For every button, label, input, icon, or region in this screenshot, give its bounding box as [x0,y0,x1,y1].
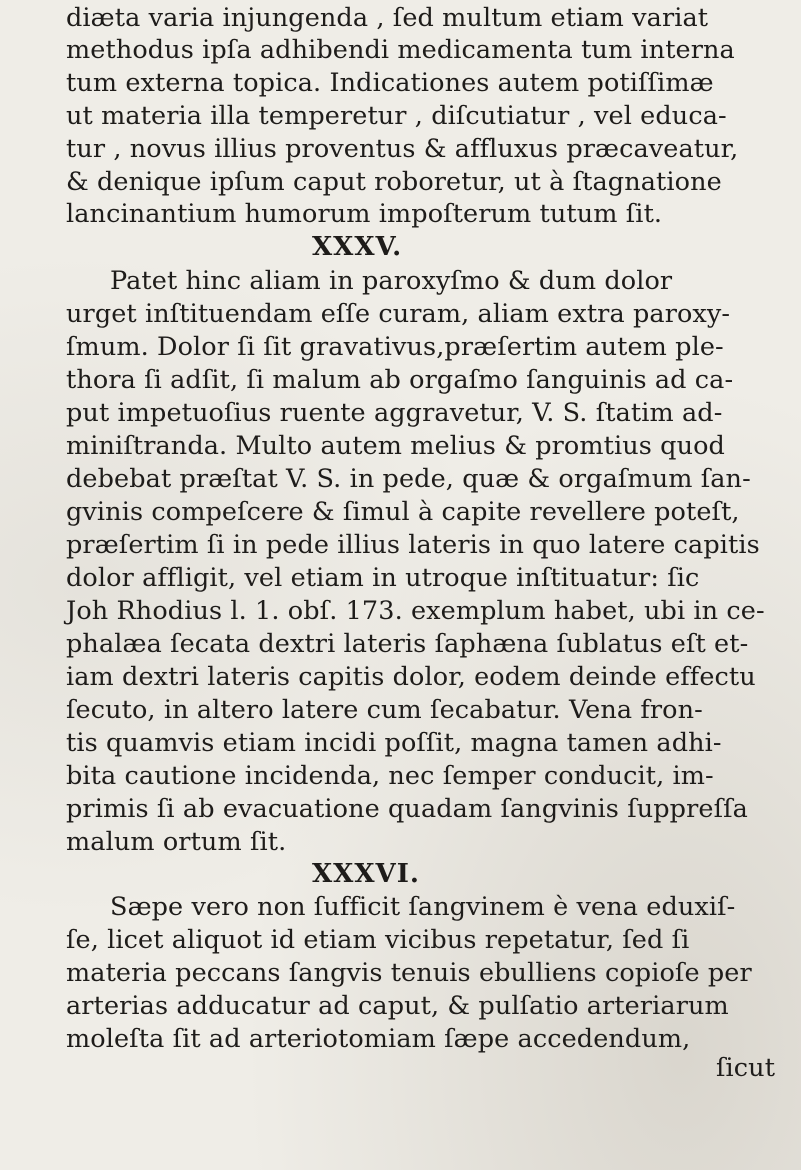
text-line: ut materia illa temperetur , diſcutiatur , vel educa- [66,101,727,131]
text-line: tum externa topica. Indicationes autem potiſſimæ [66,68,714,98]
text-line: præſertim ſi in pede illius lateris in quo latere capitis [66,530,760,560]
text-line: methodus ipſa adhibendi medicamenta tum interna [66,35,735,65]
text-line: moleſta ſit ad arteriotomiam ſæpe accedendum, [66,1024,691,1054]
text-line: urget inſtituendam eſſe curam, aliam extra paroxy- [66,299,731,329]
text-line: ſecuto, in altero latere cum ſecabatur. Vena fron- [66,695,703,725]
text-line: gvinis compeſcere & ſimul à capite revellere poteſt, [66,497,740,527]
text-line: miniſtranda. Multo autem melius & promtius quod [66,431,725,461]
text-line: thora ſi adſit, ſi malum ab orgaſmo ſanguinis ad ca- [66,365,734,395]
text-line: Patet hinc aliam in paroxyſmo & dum dolor [110,266,673,296]
catchword: ſicut [716,1053,776,1083]
text-line: tis quamvis etiam incidi poſſit, magna tamen adhi- [66,728,722,758]
text-line: put impetuoſius ruente aggravetur, V. S. ſtatim ad- [66,398,723,428]
text-line: lancinantium humorum impoſterum tutum ſit. [66,199,663,229]
text-line: ſmum. Dolor ſi ſit gravativus,præſertim autem ple- [66,332,724,362]
text-line: diæta varia injungenda , ſed multum etiam variat [66,3,709,33]
text-line: materia peccans ſangvis tenuis ebulliens copioſe per [66,958,752,988]
text-line: bita cautione incidenda, nec ſemper conducit, im- [66,761,714,791]
text-line: ſe, licet aliquot id etiam vicibus repetatur, ſed ſi [66,925,690,955]
text-line: tur , novus illius proventus & affluxus præcaveatur, [66,134,739,164]
section-heading-xxxvi: XXXVI. [312,859,420,889]
text-line: debebat præſtat V. S. in pede, quæ & orgaſmum ſan- [66,464,751,494]
text-line: & denique ipſum caput roboretur, ut à ſtagnatione [66,167,722,197]
text-line: arterias adducatur ad caput, & pulſatio arteriarum [66,991,729,1021]
text-line: phalæa ſecata dextri lateris ſaphæna ſublatus eſt et- [66,629,749,659]
text-line: malum ortum ſit. [66,827,287,857]
text-line: dolor affligit, vel etiam in utroque inſtituatur: ſic [66,563,700,593]
text-line: Joh Rhodius l. 1. obſ. 173. exemplum habet, ubi in ce- [66,596,765,626]
text-line: primis ſi ab evacuatione quadam ſangvinis ſuppreſſa [66,794,748,824]
section-heading-xxxv: XXXV. [312,232,403,262]
text-line: iam dextri lateris capitis dolor, eodem deinde effectu [66,662,756,692]
text-line: Sæpe vero non ſufficit ſangvinem è vena eduxiſ- [110,892,736,922]
